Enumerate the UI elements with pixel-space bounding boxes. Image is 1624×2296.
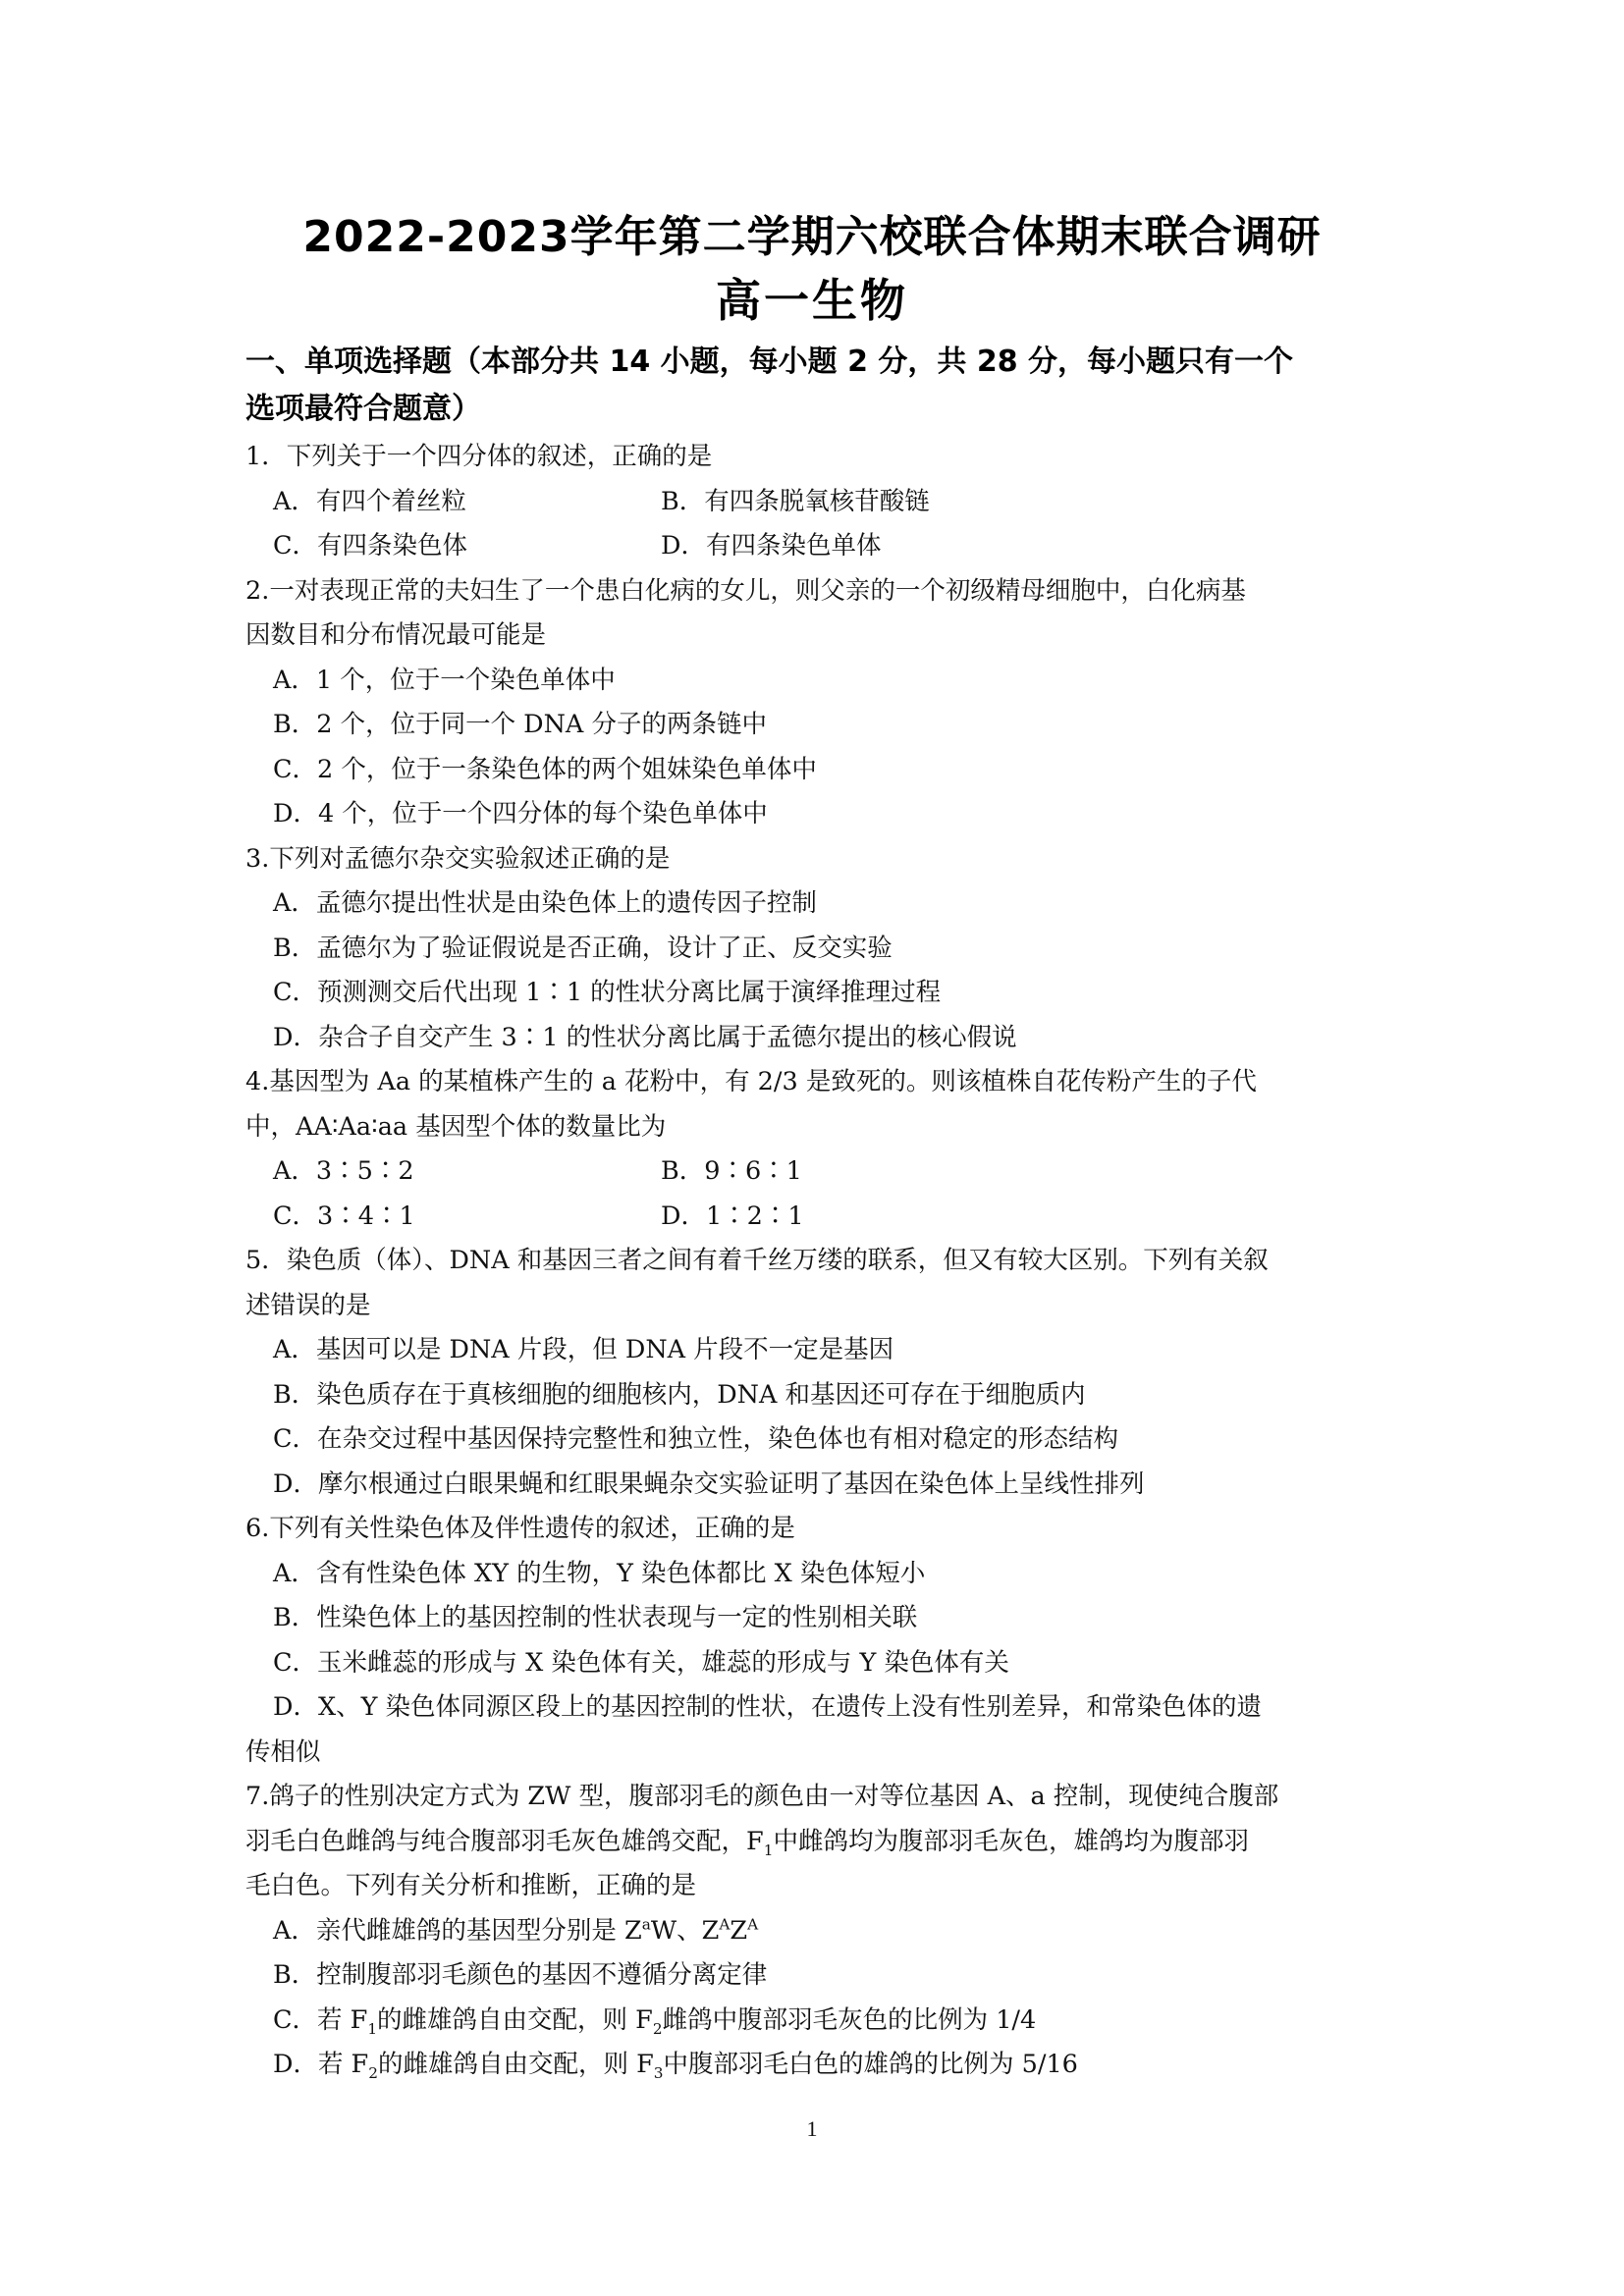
question-stem: 6.下列有关性染色体及伴性遗传的叙述，正确的是 — [245, 1514, 795, 1543]
option-row — [245, 1195, 1404, 1240]
question-stem: 中，AA∶Aa∶aa 基因型个体的数量比为 — [245, 1111, 667, 1142]
option: B．孟德尔为了验证假说是否正确，设计了正、反交实验 — [273, 933, 893, 963]
option: B．控制腹部羽毛颜色的基因不遵循分离定律 — [273, 1960, 768, 1990]
option-row — [245, 480, 1404, 525]
option-continuation: 传相似 — [245, 1736, 321, 1767]
question-stem: 毛白色。下列有关分析和推断，正确的是 — [245, 1871, 697, 1900]
option: C．玉米雌蕊的形成与 X 染色体有关，雄蕊的形成与 Y 染色体有关 — [273, 1647, 1009, 1678]
question-stem: 5．染色质（体）、DNA 和基因三者之间有着千丝万缕的联系，但又有较大区别。下列有关叙 — [245, 1246, 1269, 1275]
page-number: 1 — [806, 2116, 818, 2141]
section-heading-line: 一、单项选择题（本部分共 14 小题，每小题 2 分，共 28 分，每小题只有一个 — [245, 345, 1294, 379]
option: B．9∶6∶1 — [661, 1156, 802, 1186]
question-stem: 4.基因型为 Aa 的某植株产生的 a 花粉中，有 2/3 是致死的。则该植株自花传粉产生的子代 — [245, 1067, 1257, 1096]
option: D．有四条染色单体 — [661, 531, 882, 561]
option-row — [245, 524, 1404, 569]
option: D．若 $F_2$的雌雄鸽自由交配，则 $F_3$中腹部羽毛白色的雄鸽的比例为 5/16 — [273, 2050, 1078, 2083]
option: B．染色质存在于真核细胞的细胞核内，DNA 和基因还可存在于细胞质内 — [273, 1379, 1086, 1410]
option: C．2 个，位于一条染色体的两个姐妹染色单体中 — [273, 754, 817, 784]
subject-title: 高一生物 — [716, 274, 908, 327]
option: B．性染色体上的基因控制的性状表现与一定的性别相关联 — [273, 1603, 918, 1632]
option: D．杂合子自交产生 3∶1 的性状分离比属于孟德尔提出的核心假说 — [273, 1022, 1017, 1052]
option: C．预测测交后代出现 1∶1 的性状分离比属于演绎推理过程 — [273, 978, 942, 1007]
option: D．X、Y 染色体同源区段上的基因控制的性状，在遗传上没有性别差异，和常染色体的遗 — [273, 1692, 1263, 1722]
option-row — [245, 1149, 1404, 1195]
option: C．若 $F_1$的雌雄鸽自由交配，则 $F_2$雌鸽中腹部羽毛灰色的比例为 1/4 — [273, 2004, 1037, 2038]
option: A．1 个，位于一个染色单体中 — [273, 665, 616, 695]
question-stem: 1．下列关于一个四分体的叙述，正确的是 — [245, 442, 713, 471]
option: A．3∶5∶2 — [273, 1156, 414, 1186]
option: A．孟德尔提出性状是由染色体上的遗传因子控制 — [273, 888, 817, 918]
option: D．摩尔根通过白眼果蝇和红眼果蝇杂交实验证明了基因在染色体上呈线性排列 — [273, 1468, 1145, 1499]
option: B．有四条脱氧核苷酸链 — [661, 486, 930, 516]
option: A．有四个着丝粒 — [273, 486, 466, 516]
question-stem: 3.下列对孟德尔杂交实验叙述正确的是 — [245, 843, 671, 874]
exam-title: 2022-2023学年第二学期六校联合体期末联合调研 — [302, 212, 1322, 262]
question-stem: 述错误的是 — [245, 1290, 371, 1320]
question-list — [245, 435, 1404, 2088]
option: A．亲代雌雄鸽的基因型分别是 $Z^aW$、$Z^AZ^A$ — [273, 1915, 759, 1946]
option: D．1∶2∶1 — [661, 1201, 804, 1231]
option: D．4 个，位于一个四分体的每个染色单体中 — [273, 799, 768, 828]
section-heading-line: 选项最符合题意） — [245, 392, 481, 426]
question-stem: 7.鸽子的性别决定方式为 ZW 型，腹部羽毛的颜色由一对等位基因 A、a 控制，现使纯合腹部 — [245, 1782, 1279, 1811]
option: C．有四条染色体 — [273, 531, 468, 561]
question-stem: 因数目和分布情况最可能是 — [245, 620, 547, 650]
option: A．含有性染色体 XY 的生物，Y 染色体都比 X 染色体短小 — [273, 1558, 926, 1588]
option: C．在杂交过程中基因保持完整性和独立性，染色体也有相对稳定的形态结构 — [273, 1424, 1119, 1454]
option: A．基因可以是 DNA 片段，但 DNA 片段不一定是基因 — [273, 1335, 894, 1364]
section-heading — [245, 339, 1404, 433]
option: C．3∶4∶1 — [273, 1201, 415, 1231]
question-stem: 羽毛白色雌鸽与纯合腹部羽毛灰色雄鸽交配，$F_1$中雌鸽均为腹部羽毛灰色，雄鸽均为腹部羽 — [245, 1826, 1249, 1859]
option: B．2 个，位于同一个 DNA 分子的两条链中 — [273, 710, 767, 739]
question-stem: 2.一对表现正常的夫妇生了一个患白化病的女儿，则父亲的一个初级精母细胞中，白化病基 — [245, 575, 1246, 606]
